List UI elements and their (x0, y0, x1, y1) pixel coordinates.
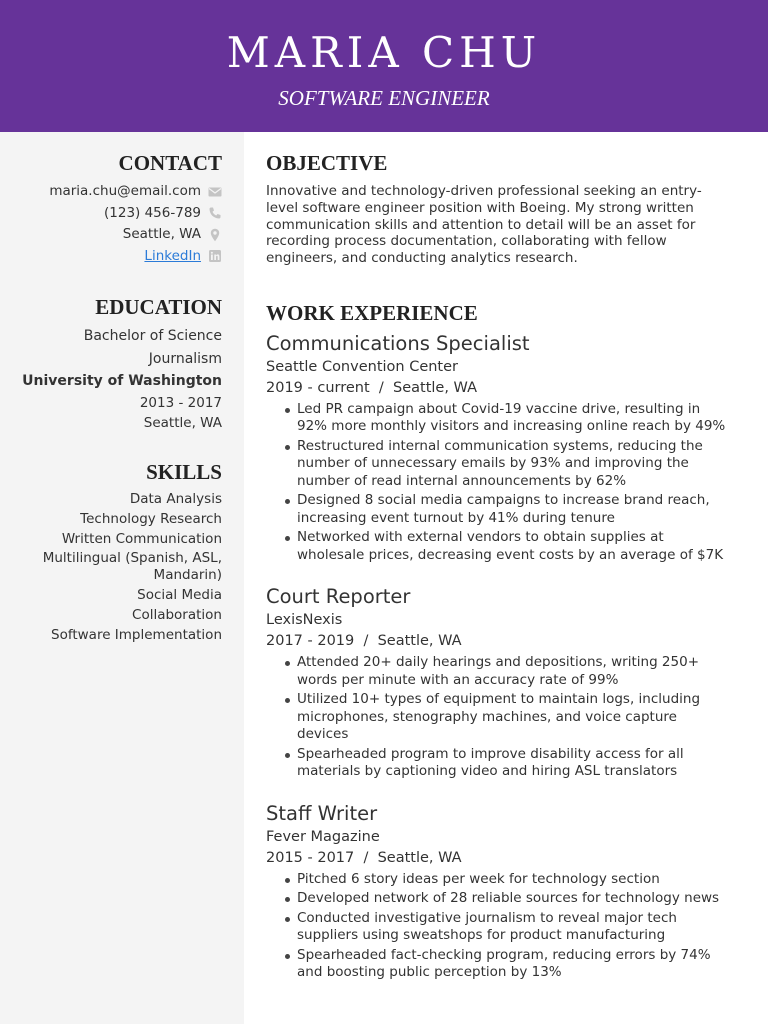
job-company: LexisNexis (266, 612, 343, 629)
meta-separator: / (358, 633, 373, 650)
job-company: Seattle Convention Center (266, 358, 459, 375)
job-meta (266, 378, 726, 399)
skill-item: Technology Research (80, 511, 222, 528)
job-location: Seattle, WA (377, 849, 462, 866)
skill-item: Written Communication (61, 531, 222, 548)
skills-section (22, 459, 222, 645)
job-bullet: Conducted investigative journalism to reveal major tech suppliers using sweatshops for product manufacturing (297, 910, 726, 945)
job-bullet: Spearheaded fact-checking program, reducing errors by 74% and boosting public perception by 13% (297, 947, 726, 982)
linkedin-link[interactable]: LinkedIn (144, 247, 201, 264)
job-entry (266, 332, 726, 565)
linkedin-icon (208, 249, 222, 263)
job-bullet: Spearheaded program to improve disability access for all materials by captioning video and hiring ASL translators (297, 746, 726, 781)
job-bullet: Pitched 6 story ideas per week for technology section (297, 871, 726, 889)
job-location: Seattle, WA (377, 633, 462, 650)
location-pin-icon (208, 228, 222, 242)
skill-item: Software Implementation (51, 627, 222, 644)
education-school: University of Washington (22, 373, 222, 389)
education-major: Journalism (148, 350, 222, 367)
contact-phone-row (22, 203, 222, 225)
objective-text: Innovative and technology-driven professional seeking an entry-level software engineer position with Boeing. My strong written communication skills and attention to detail will be an asset for recording process documentation, collaborating with fellow engineers, and conducting analytics research. (266, 183, 702, 267)
job-entry (266, 802, 726, 982)
main-column (266, 150, 726, 984)
contact-heading: CONTACT (118, 151, 222, 175)
job-title: Court Reporter (266, 585, 411, 609)
education-section (22, 294, 222, 434)
experience-heading: WORK EXPERIENCE (266, 300, 478, 325)
phone-icon (208, 206, 222, 220)
job-bullet: Developed network of 28 reliable sources for technology news (297, 890, 726, 908)
contact-email-row (22, 181, 222, 203)
job-bullet: Led PR campaign about Covid-19 vaccine drive, resulting in 92% more monthly visitors and increasing online reach by 49% (297, 400, 726, 435)
contact-linkedin-row (22, 246, 222, 268)
job-bullet: Attended 20+ daily hearings and depositions, writing 250+ words per minute with an accuracy rate of 99% (297, 654, 726, 689)
job-title: Communications Specialist (266, 331, 530, 355)
contact-location: Seattle, WA (122, 226, 201, 242)
job-bullets (266, 654, 726, 781)
objective-heading: OBJECTIVE (266, 151, 388, 175)
skills-heading: SKILLS (146, 460, 222, 484)
job-meta (266, 631, 726, 652)
job-bullet: Networked with external vendors to obtain supplies at wholesale prices, decreasing event costs by an average of $7K (297, 529, 726, 564)
contact-section (22, 150, 222, 267)
job-dates: 2017 - 2019 (266, 633, 355, 650)
skill-item: Data Analysis (129, 491, 222, 507)
skill-item: Multilingual (Spanish, ASL, (42, 549, 222, 566)
candidate-name: MARIA CHU (226, 28, 542, 77)
job-bullets (266, 871, 726, 982)
education-location: Seattle, WA (143, 415, 222, 431)
job-bullet: Restructured internal communication systems, reducing the number of unnecessary emails by 93% and improving the number of read internal announcements by 62% (297, 438, 726, 491)
job-entry (266, 585, 726, 781)
skill-item: Mandarin) (153, 567, 222, 584)
candidate-role: SOFTWARE ENGINEER (278, 86, 490, 110)
job-title: Staff Writer (266, 801, 378, 825)
job-bullet: Utilized 10+ types of equipment to maintain logs, including microphones, stenography machines, and voice capture devices (297, 691, 726, 744)
contact-email[interactable]: maria.chu@email.com (49, 183, 201, 199)
meta-separator: / (374, 379, 389, 396)
skill-item: Social Media (137, 586, 222, 603)
meta-separator: / (358, 849, 373, 866)
contact-phone: (123) 456-789 (104, 204, 201, 221)
job-company: Fever Magazine (266, 828, 380, 845)
job-bullet: Designed 8 social media campaigns to increase brand reach, increasing event turnout by 41% during tenure (297, 492, 726, 527)
envelope-icon (208, 185, 222, 199)
job-dates: 2019 - current (266, 379, 370, 396)
resume-header (0, 0, 768, 132)
job-meta (266, 848, 726, 869)
education-degree: Bachelor of Science (83, 328, 222, 344)
job-dates: 2015 - 2017 (266, 849, 355, 866)
skill-item: Collaboration (132, 606, 222, 623)
job-location: Seattle, WA (393, 379, 478, 396)
contact-location-row (22, 224, 222, 246)
education-heading: EDUCATION (95, 295, 222, 319)
job-bullets (266, 401, 726, 565)
education-years: 2013 - 2017 (139, 394, 222, 411)
